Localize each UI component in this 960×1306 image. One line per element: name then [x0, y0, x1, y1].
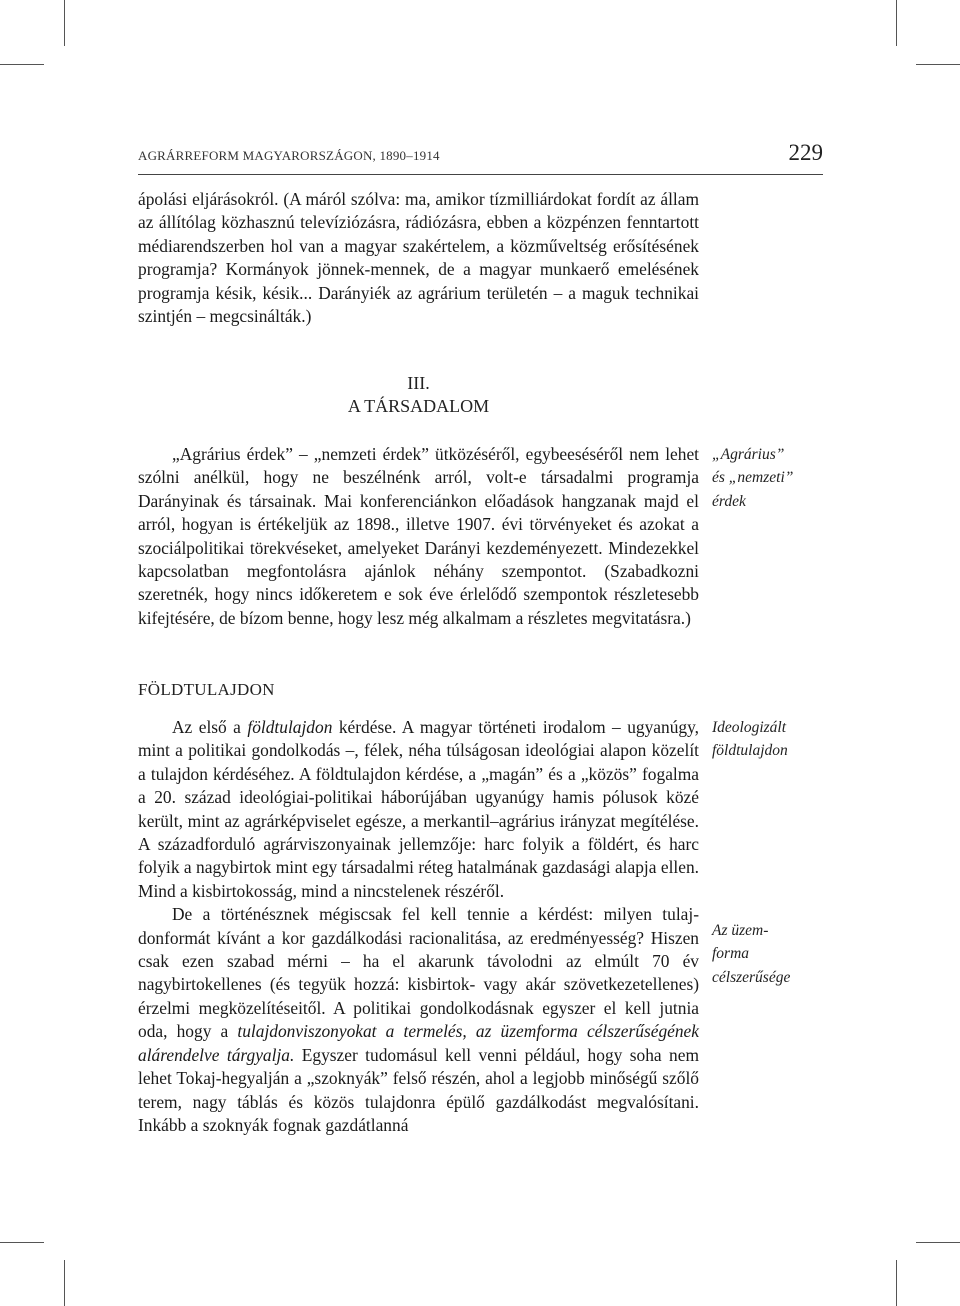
crop-mark-left-top [0, 64, 44, 65]
crop-mark-bottom-left [64, 1260, 65, 1306]
section1-paragraph: „Agrárius érdek” – „nemzeti érdek” ütközéséről, egybeeséséről nem lehet szólni anélkül, hogy ne beszélnénk arról, volt-e társadalmi programja Darányinak és társainak. Mai konferenciánkon előadások hangzanak majd el arról, hogyan is értékeljük az 1898., illetve 1907. évi törvényeket és azokat a szociálpolitikai törekvéseket, amelyeket Darányi kezdeményezett. Mindezekkel kapcsolatban megfontolásra ajánlok néhány szempontot. (Szabadkozni szeretnék, hogy nincs időkeretem e sok éve érlelődő szempontok részletesebb kifejtésére, de bízom benne, hogy lesz még alkalmam a részletes megvitatásra.) [138, 444, 699, 628]
margin-note-agrarius [712, 443, 832, 513]
text-run: kérdése. A magyar történeti irodalom – ugyanúgy, mint a politikai gondolkodás –, félek, néha túlságosan ideológiai alapon közelít a tulajdon kérdéséhez. A földtulajdon kérdése, a „magán” és a „közös” fogalma a 20. század ideológiai-politikai háborújában ugyanúgy hamis pólusok közé került, mint az agrárképviselet egésze, a merkantil–agrárius irányzat megítélése. A századforduló agrárviszonyainak jellemzője: harc folyik a földért, és harc folyik a nagybirtok mint egy társadalmi réteg hatalmának gazdasági alapja ellen. Mind a kisbirtokosság, mind a nincstelenek részéről. [138, 717, 699, 901]
section1-block [138, 443, 699, 630]
section2-paragraph-1 [138, 716, 699, 903]
crop-mark-bottom-right [896, 1260, 897, 1306]
intro-block [138, 188, 699, 328]
emphasis-text: tulajdonviszonyokat a termelés, az üzemforma célszerűségének alárendelve tárgyalja. [138, 1021, 699, 1065]
intro-paragraph: ápolási eljárásokról. (A máról szólva: ma, amikor tízmilliárdokat fordít az állam az állítólag közhasznú televíziózásra, rádiózásra, ebben a közpénzen fenntartott médiarendszerben hol van a magyar szakértelem, a közműveltség erősítésének programja? Kormányok jönnek-mennek, de a magyar munkaerő emelésének programja késik, késik... Darányiék az agrárium területén – a maguk technikai szintjén – megcsinálták.) [138, 189, 699, 327]
crop-mark-top-left [64, 0, 65, 46]
margin-note-line: érdek [712, 492, 746, 510]
margin-note-ideologizalt [712, 716, 832, 763]
crop-mark-right-top [916, 64, 960, 65]
margin-note-uzemforma [712, 919, 832, 989]
page-number: 229 [788, 140, 823, 165]
section2-paragraph-2 [138, 903, 699, 1137]
margin-note-line: földtulajdon [712, 742, 788, 760]
margin-note-line: Az üzem- [712, 922, 769, 939]
header-rule [138, 174, 823, 175]
margin-note-line: „Agrárius” [712, 446, 785, 463]
emphasis-text: földtulajdon [247, 717, 333, 737]
crop-mark-top-right [896, 0, 897, 46]
section-heading-foldtulajdon: FÖLDTULAJDON [138, 680, 275, 699]
margin-note-line: forma [712, 945, 750, 963]
crop-mark-left-bottom [0, 1242, 44, 1243]
margin-note-line: Ideologizált [712, 719, 787, 736]
margin-note-line: célszerűsége [712, 968, 791, 986]
text-run: Egyszer tudomásul kell venni például, hogy soha nem lehet Tokaj-hegyalján a „szoknyák” felső részén, ahol a legjobb minőségű szőlő terem, nagy táblás és közös tulajdonra épülő gazdálkodást megvalósítani. Inkább a szoknyák fognak gazdátlanná [138, 1044, 699, 1135]
chapter-title: A TÁRSADALOM [347, 396, 490, 416]
text-run: Az első a [172, 717, 248, 737]
crop-mark-right-bottom [916, 1242, 960, 1243]
chapter-number: III. [407, 373, 430, 393]
margin-note-line: és „nemzeti” [712, 469, 794, 487]
running-head: AGRÁRREFORM MAGYARORSZÁGON, 1890–1914 [138, 148, 440, 163]
text-run: De a történésznek mégiscsak fel kell tennie a kérdést: milyen tulajdonformát kívánt a kor gazdálkodási racionalitása, az eredményesség? Hiszen csak ezen szabad mérni – ha el akarunk távolodni az elmúlt 70 év nagybirtokellenes (és tegyük hozzá: kisbirtok- vagy akár szövetkezetellenes) érzelmi megközelítéseitől. A politikai gondolkodásnak egyszer el kell jutnia oda, hogy a [138, 904, 699, 1042]
section2-block [138, 716, 699, 1137]
